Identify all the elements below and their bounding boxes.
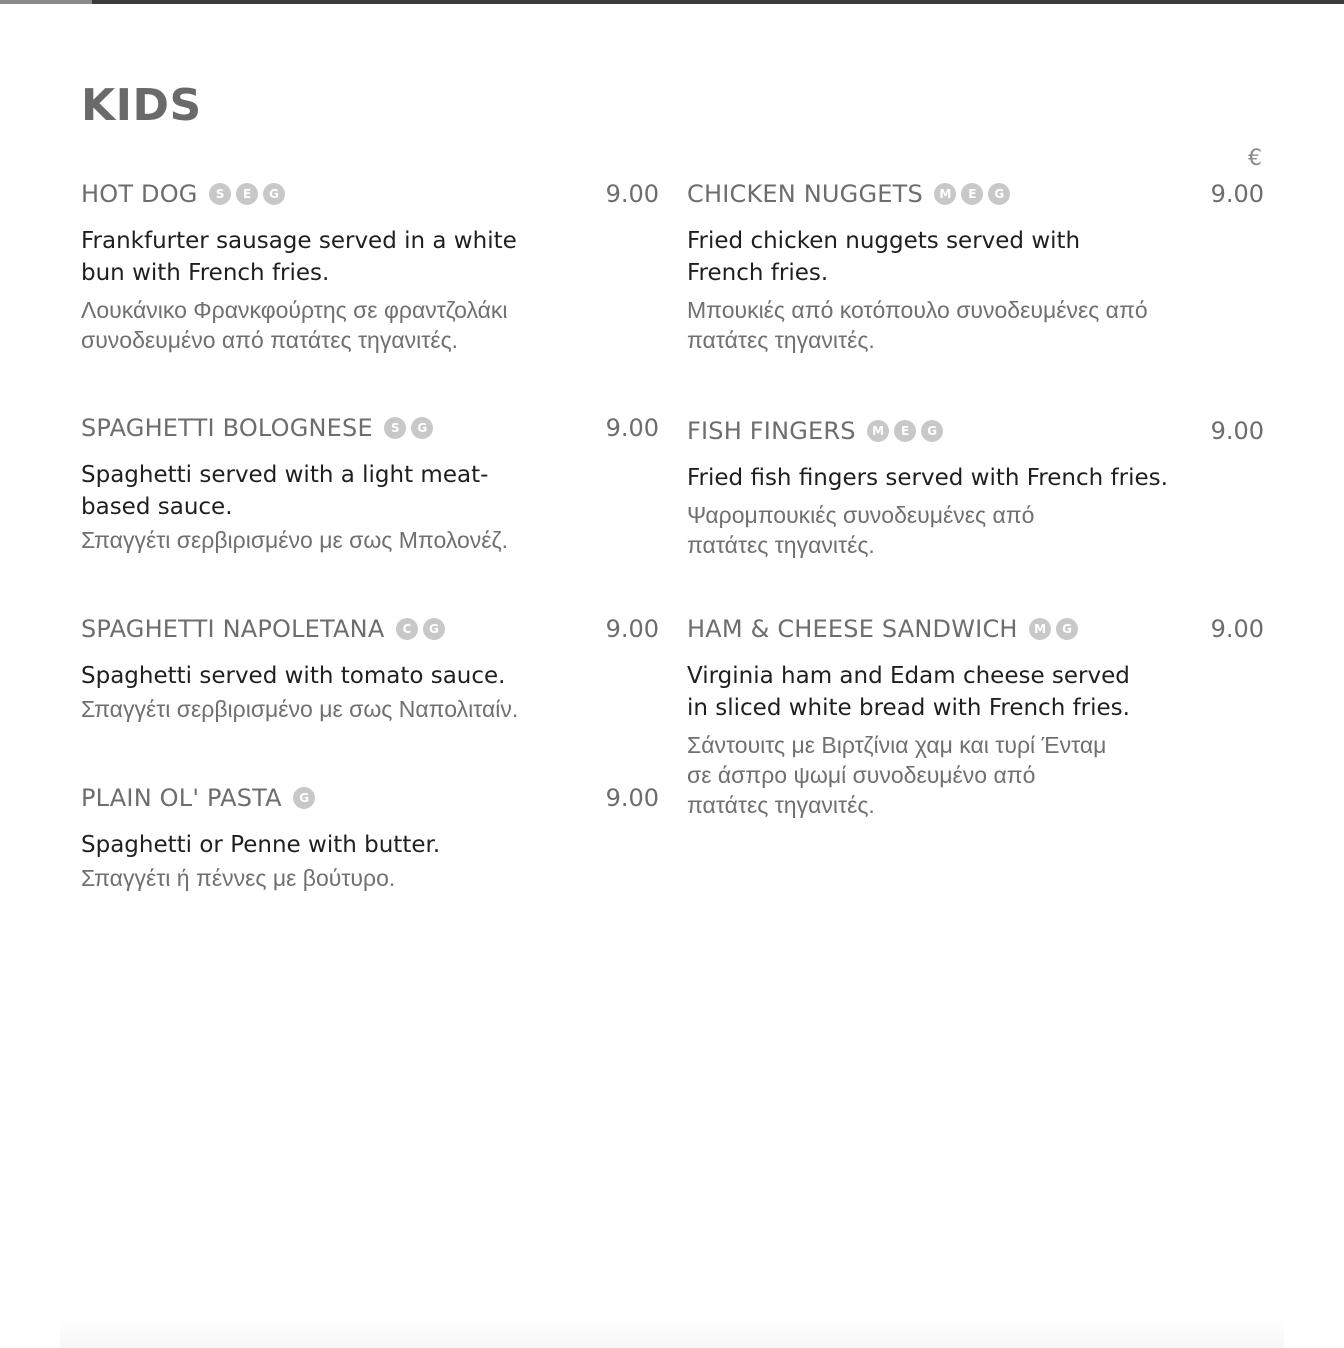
menu-item-description-gr: Ψαρομπουκιές συνοδευμένες από πατάτες τηγανιτές. bbox=[687, 502, 1035, 558]
menu-item bbox=[81, 179, 659, 355]
menu-item-description-gr: Σπαγγέτι σερβιρισμένο με σως Ναπολιταίν. bbox=[81, 696, 519, 722]
allergen-badge-icon: G bbox=[411, 417, 433, 439]
menu-item bbox=[81, 614, 659, 724]
menu-item-price: 9.00 bbox=[1210, 615, 1264, 643]
allergen-badge-icon: E bbox=[894, 420, 916, 442]
allergen-badge-icon: E bbox=[961, 183, 983, 205]
menu-item-header bbox=[687, 416, 1264, 450]
menu-item-description-en: Frankfurter sausage served in a white bun with French fries. bbox=[81, 228, 517, 286]
menu-item-header bbox=[81, 783, 659, 817]
allergen-badge-icon: C bbox=[396, 618, 418, 640]
menu-item-name: HOT DOG bbox=[81, 180, 198, 208]
allergen-badge-icon: M bbox=[1029, 618, 1051, 640]
menu-item-header bbox=[81, 179, 659, 213]
menu-item-description-en: Virginia ham and Edam cheese served in sliced white bread with French fries. bbox=[687, 663, 1130, 721]
menu-item-header bbox=[687, 614, 1264, 648]
menu-item bbox=[687, 416, 1264, 560]
menu-item-name: HAM & CHEESE SANDWICH bbox=[687, 615, 1018, 643]
allergen-badge-icon: S bbox=[384, 417, 406, 439]
allergen-badges bbox=[929, 183, 1010, 205]
page-bottom-shadow bbox=[60, 1318, 1284, 1348]
allergen-badge-icon: G bbox=[1056, 618, 1078, 640]
allergen-badges bbox=[391, 618, 445, 640]
menu-item-name: PLAIN OL' PASTA bbox=[81, 784, 282, 812]
menu-item-name: SPAGHETTI BOLOGNESE bbox=[81, 414, 373, 442]
menu-item-description-en: Fried fish fingers served with French fries. bbox=[687, 465, 1168, 491]
allergen-badge-icon: S bbox=[209, 183, 231, 205]
currency-symbol: € bbox=[1248, 146, 1262, 171]
allergen-badges bbox=[862, 420, 943, 442]
allergen-badge-icon: M bbox=[867, 420, 889, 442]
menu-item bbox=[687, 614, 1264, 820]
menu-item-price: 9.00 bbox=[1210, 180, 1264, 208]
menu-item-name: SPAGHETTI NAPOLETANA bbox=[81, 615, 385, 643]
menu-item-price: 9.00 bbox=[605, 414, 659, 442]
menu-item-price: 9.00 bbox=[1210, 417, 1264, 445]
menu-item-header bbox=[687, 179, 1264, 213]
menu-item-description-gr: Σπαγγέτι σερβιρισμένο με σως Μπολονέζ. bbox=[81, 527, 509, 553]
menu-item-header bbox=[81, 413, 659, 447]
menu-item bbox=[81, 783, 659, 893]
allergen-badge-icon: G bbox=[921, 420, 943, 442]
menu-item-description-en: Spaghetti or Penne with butter. bbox=[81, 832, 441, 858]
allergen-badge-icon: G bbox=[263, 183, 285, 205]
menu-item-description-gr: Σπαγγέτι ή πέννες με βούτυρο. bbox=[81, 865, 396, 891]
menu-item-price: 9.00 bbox=[605, 180, 659, 208]
allergen-badges bbox=[379, 417, 433, 439]
menu-item bbox=[687, 179, 1264, 355]
menu-item-price: 9.00 bbox=[605, 615, 659, 643]
top-scroll-bar bbox=[0, 0, 1344, 4]
allergen-badge-icon: G bbox=[293, 787, 315, 809]
menu-item-description-gr: Μπουκιές από κοτόπουλο συνοδευμένες από πατάτες τηγανιτές. bbox=[687, 297, 1148, 353]
menu-item bbox=[81, 413, 659, 555]
allergen-badges bbox=[204, 183, 285, 205]
menu-item-description-en: Fried chicken nuggets served with French fries. bbox=[687, 228, 1081, 286]
allergen-badge-icon: G bbox=[423, 618, 445, 640]
menu-item-description-en: Spaghetti served with a light meat-based sauce. bbox=[81, 462, 489, 520]
menu-item-description-gr: Σάντουιτς με Βιρτζίνια χαμ και τυρί Ένταμ σε άσπρο ψωμί συνοδευμένο από πατάτες τηγανιτές. bbox=[687, 732, 1107, 818]
menu-item-description-en: Spaghetti served with tomato sauce. bbox=[81, 663, 506, 689]
menu-item-description-gr: Λουκάνικο Φρανκφούρτης σε φραντζολάκι συνοδευμένο από πατάτες τηγανιτές. bbox=[81, 297, 508, 353]
menu-item-price: 9.00 bbox=[605, 784, 659, 812]
allergen-badge-icon: M bbox=[934, 183, 956, 205]
menu-item-name: CHICKEN NUGGETS bbox=[687, 180, 923, 208]
allergen-badges bbox=[288, 787, 315, 809]
allergen-badge-icon: G bbox=[988, 183, 1010, 205]
page-title: KIDS bbox=[81, 80, 202, 131]
allergen-badge-icon: E bbox=[236, 183, 258, 205]
menu-item-header bbox=[81, 614, 659, 648]
menu-item-name: FISH FINGERS bbox=[687, 417, 856, 445]
top-scroll-bar-thumb[interactable] bbox=[0, 0, 92, 4]
allergen-badges bbox=[1024, 618, 1078, 640]
